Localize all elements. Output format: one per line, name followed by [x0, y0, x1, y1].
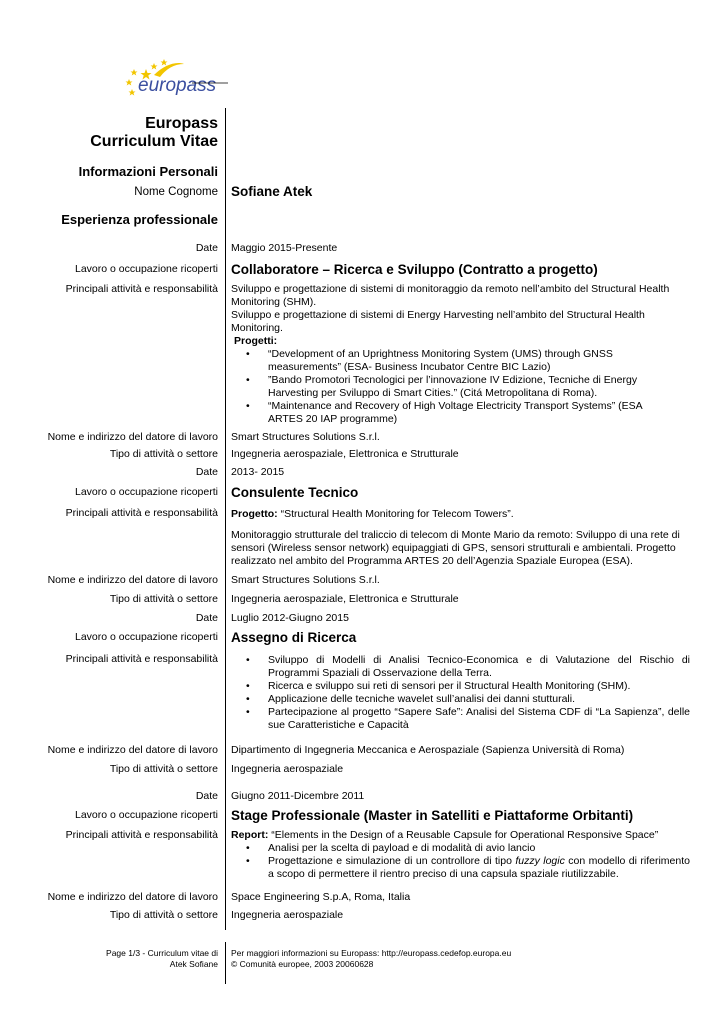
- europass-logo: [124, 55, 228, 101]
- list-item: [231, 855, 690, 881]
- job-label: Lavoro o occupazione ricoperti: [74, 263, 218, 275]
- job4-title: Stage Professionale (Master in Satelliti e Piattaforme Orbitanti): [231, 808, 634, 823]
- footer-left: [106, 948, 218, 970]
- job2-sector: Ingegneria aerospaziale, Elettronica e Strutturale: [231, 593, 459, 605]
- list-item: • “Maintenance and Recovery of High Voltage Electricity Transport Systems” (ESA ARTES 20 IAP programme): [231, 400, 676, 426]
- date-label: Date: [195, 612, 218, 624]
- job2-desc: Monitoraggio strutturale del traliccio di telecom di Monte Mario da remoto: Sviluppo di una rete di sensori (Wireless sensor network) equipaggiati di GPS, sensori strutturali e ambientali. Progetto realizzato nel ambito del Programma ARTES 20 dell’Agenzia Spaziale Europea (ESA).: [231, 529, 680, 567]
- job1-projects-list: [231, 348, 676, 426]
- job2-project-label: Progetto:: [231, 508, 278, 520]
- footer-author: Atek Sofiane: [169, 959, 218, 969]
- list-item: • Analisi per la scelta di payload e di modalità di avio lancio: [231, 842, 690, 855]
- job2-project: [231, 508, 514, 521]
- job1-employer: Smart Structures Solutions S.r.l.: [231, 431, 380, 443]
- job-label: Lavoro o occupazione ricoperti: [74, 631, 218, 643]
- job3-list: [231, 654, 690, 732]
- job4-list: [231, 842, 690, 881]
- job4-sector: Ingegneria aerospaziale: [231, 909, 344, 921]
- job2-project-name: “Structural Health Monitoring for Telecom Towers”.: [277, 508, 514, 520]
- date-label: Date: [195, 242, 218, 254]
- job4-report: [231, 829, 690, 842]
- job4-description: [231, 829, 690, 881]
- job1-desc2: Sviluppo e progettazione di sistemi di Energy Harvesting nell’ambito del Structural Health Monitoring.: [231, 309, 645, 334]
- activities-label: Principali attività e responsabilità: [65, 507, 218, 519]
- job3-sector: Ingegneria aerospaziale: [231, 763, 344, 775]
- column-divider: [225, 108, 226, 930]
- footer-copyright: © Comunità europee, 2003 20060628: [231, 959, 374, 969]
- job1-desc1: Sviluppo e progettazione di sistemi di monitoraggio da remoto nell’ambito del Structural Health Monitoring (SHM).: [231, 283, 670, 308]
- job1-projects-label: Progetti:: [234, 335, 278, 347]
- job3-title: Assegno di Ricerca: [231, 630, 357, 645]
- job1-title: Collaboratore – Ricerca e Sviluppo (Contratto a progetto): [231, 262, 598, 277]
- list-item: • Sviluppo di Modelli di Analisi Tecnico-Economica e di Valutazione del Rischio di Programmi Spaziali di Osservazione della Terra.: [231, 654, 690, 680]
- sector-label: Tipo di attività o settore: [109, 763, 218, 775]
- footer-right: [231, 948, 511, 970]
- list-item: • Ricerca e sviluppo sui reti di sensori per il Structural Health Monitoring (SHM).: [231, 680, 690, 693]
- job3-employer: Dipartimento di Ingegneria Meccanica e Aerospaziale (Sapienza Università di Roma): [231, 744, 625, 756]
- date-label: Date: [195, 466, 218, 478]
- footer-divider: [225, 942, 226, 984]
- job1-sector: Ingegneria aerospaziale, Elettronica e Strutturale: [231, 448, 459, 460]
- job4-item2-em: fuzzy logic: [515, 855, 565, 867]
- activities-label: Principali attività e responsabilità: [65, 653, 218, 665]
- job4-date: Giugno 2011-Dicembre 2011: [231, 790, 365, 802]
- job2-title: Consulente Tecnico: [231, 485, 359, 500]
- footer-info: Per maggiori informazioni su Europass: http://europass.cedefop.europa.eu: [231, 948, 512, 958]
- job4-report-label: Report:: [231, 829, 269, 841]
- personal-info-heading: Informazioni Personali: [78, 164, 218, 179]
- job4-item2-post: con modello di riferimento a scopo di permettere il rientro preciso di una capsula spaziale riutilizzabile.: [268, 855, 690, 880]
- employer-label: Nome e indirizzo del datore di lavoro: [47, 574, 218, 586]
- list-item: • Partecipazione al progetto “Sapere Safe”: Analisi del Sistema CDF di “La Sapienza”, delle sue Caratteristiche e Capacità: [231, 706, 690, 732]
- europass-logo-text: europass: [138, 75, 217, 96]
- experience-heading: Esperienza professionale: [61, 212, 218, 227]
- cv-title-line1: Europass: [145, 115, 218, 132]
- job1-date: Maggio 2015-Presente: [231, 242, 338, 254]
- footer-page: Page 1/3 - Curriculum vitae di: [106, 948, 218, 958]
- activities-label: Principali attività e responsabilità: [65, 283, 218, 295]
- job4-item2-pre: Progettazione e simulazione di un controllore di tipo: [268, 855, 516, 867]
- job-label: Lavoro o occupazione ricoperti: [74, 486, 218, 498]
- list-item: • Applicazione delle tecniche wavelet sull’analisi dei danni stutturali.: [231, 693, 690, 706]
- activities-label: Principali attività e responsabilità: [65, 829, 218, 841]
- employer-label: Nome e indirizzo del datore di lavoro: [47, 744, 218, 756]
- job4-report-title: “Elements in the Design of a Reusable Capsule for Operational Responsive Space”: [268, 829, 659, 841]
- job1-description: [231, 283, 686, 426]
- date-label: Date: [195, 790, 218, 802]
- job-label: Lavoro o occupazione ricoperti: [74, 809, 218, 821]
- name-value: Sofiane Atek: [231, 184, 313, 199]
- cv-title-line2: Curriculum Vitae: [90, 133, 218, 150]
- name-label: Nome Cognome: [134, 186, 218, 198]
- list-item: • “Development of an Uprightness Monitoring System (UMS) through GNSS measurements” (ESA- Business Incubator Centre BIC Lazio): [231, 348, 676, 374]
- sector-label: Tipo di attività o settore: [109, 593, 218, 605]
- job2-date: 2013- 2015: [231, 466, 285, 478]
- list-item: • ”Bando Promotori Tecnologici per l’innovazione IV Edizione, Tecniche di Energy Harvesting per Sviluppo di Smart Cities.” (Citá Metropolitana di Roma).: [231, 374, 676, 400]
- job4-employer: Space Engineering S.p.A, Roma, Italia: [231, 891, 411, 903]
- sector-label: Tipo di attività o settore: [109, 448, 218, 460]
- employer-label: Nome e indirizzo del datore di lavoro: [47, 431, 218, 443]
- employer-label: Nome e indirizzo del datore di lavoro: [47, 891, 218, 903]
- job2-employer: Smart Structures Solutions S.r.l.: [231, 574, 380, 586]
- job3-date: Luglio 2012-Giugno 2015: [231, 612, 349, 624]
- sector-label: Tipo di attività o settore: [109, 909, 218, 921]
- job3-items: [231, 654, 690, 732]
